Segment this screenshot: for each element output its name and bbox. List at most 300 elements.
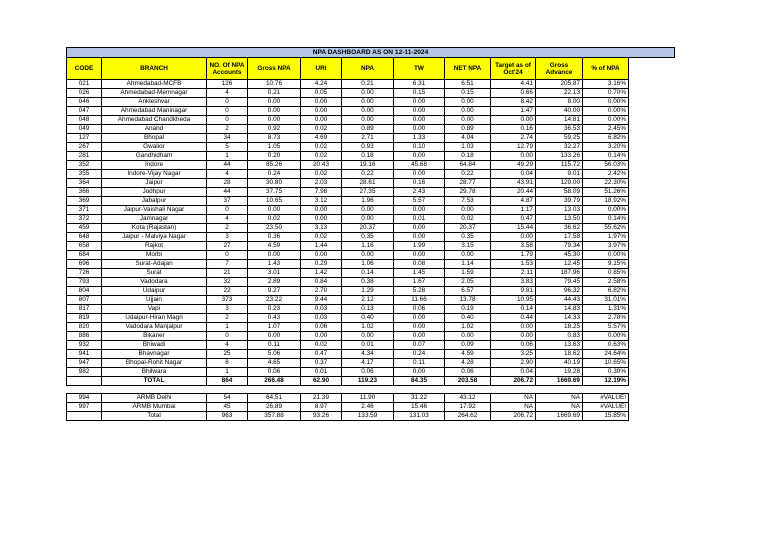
cell-gross-advance: 133.26	[536, 152, 583, 161]
cell-npa-accounts: 0	[207, 98, 248, 107]
cell-tw: 0.06	[394, 305, 445, 314]
table-row	[67, 233, 675, 242]
table-row	[67, 332, 675, 341]
cell-tw: 0.00	[394, 323, 445, 332]
cell-branch: Kota (Rajastan)	[102, 224, 207, 233]
cell-branch: Rajkot	[102, 242, 207, 251]
cell-branch: Jaipur-Vaishali Nagar	[102, 206, 207, 215]
cell-target: 1.17	[491, 206, 536, 215]
cell-gross-npa: 4.59	[248, 242, 301, 251]
cell-gross-npa: 0.02	[248, 215, 301, 224]
cell-uri: 0.00	[301, 332, 342, 341]
cell-percent-npa: 2.78%	[583, 314, 629, 323]
cell-tw: 5.28	[394, 287, 445, 296]
cell-npa: 0.21	[342, 80, 394, 89]
header-percent-npa: % of NPA	[583, 58, 629, 80]
cell-gross-npa: 0.92	[248, 125, 301, 134]
cell-target: 4.41	[491, 80, 536, 89]
cell-gross-advance: 44.43	[536, 296, 583, 305]
cell-gross-advance: 14.33	[536, 314, 583, 323]
cell-target: 1.47	[491, 107, 536, 116]
cell-tw: 0.00	[394, 107, 445, 116]
cell-net-npa: 3.15	[445, 242, 491, 251]
cell-uri: 93.26	[301, 412, 342, 421]
cell-target: 3.83	[491, 278, 536, 287]
cell-code: 982	[67, 368, 102, 377]
cell-npa-accounts: 7	[207, 260, 248, 269]
cell-code	[67, 412, 102, 421]
cell-gross-advance: NA	[536, 403, 583, 412]
cell-npa: 2.46	[342, 403, 394, 412]
cell-branch: Ujjain	[102, 296, 207, 305]
cell-uri: 7.98	[301, 188, 342, 197]
cell-npa-accounts: 5	[207, 143, 248, 152]
cell-gross-advance: 17.58	[536, 233, 583, 242]
row-spacer	[629, 242, 675, 251]
cell-gross-npa: 3.01	[248, 269, 301, 278]
header-gross-npa: Gross NPA	[248, 58, 301, 80]
cell-uri: 21.39	[301, 394, 342, 403]
cell-target: NA	[491, 394, 536, 403]
cell-gross-npa: 37.75	[248, 188, 301, 197]
cell-gross-advance: 96.32	[536, 287, 583, 296]
table-row	[67, 107, 675, 116]
cell-target: 0.00	[491, 152, 536, 161]
row-spacer	[629, 287, 675, 296]
row-spacer	[629, 323, 675, 332]
cell-gross-advance: 115.72	[536, 161, 583, 170]
cell-gross-npa: 0.00	[248, 206, 301, 215]
row-spacer	[629, 125, 675, 134]
cell-net-npa: 7.53	[445, 197, 491, 206]
cell-percent-npa: 1.97%	[583, 233, 629, 242]
cell-target: 0.00	[491, 116, 536, 125]
cell-code: 994	[67, 394, 102, 403]
cell-uri: 0.84	[301, 278, 342, 287]
cell-net-npa: 6.51	[445, 80, 491, 89]
table-row	[67, 323, 675, 332]
cell-gross-advance: 59.25	[536, 134, 583, 143]
cell-percent-npa: 56.03%	[583, 161, 629, 170]
cell-gross-advance: 205.87	[536, 80, 583, 89]
cell-tw: 0.00	[394, 125, 445, 134]
cell-uri: 0.02	[301, 152, 342, 161]
cell-npa-accounts: 1	[207, 152, 248, 161]
cell-gross-npa: 0.00	[248, 98, 301, 107]
cell-percent-npa: 24.64%	[583, 350, 629, 359]
cell-net-npa: 0.00	[445, 98, 491, 107]
cell-net-npa: 0.22	[445, 170, 491, 179]
cell-uri: 2.70	[301, 287, 342, 296]
cell-target: 0.66	[491, 89, 536, 98]
cell-npa-accounts: 0	[207, 332, 248, 341]
cell-net-npa: 13.78	[445, 296, 491, 305]
cell-npa: 1.16	[342, 242, 394, 251]
cell-code: 364	[67, 179, 102, 188]
cell-net-npa: 6.57	[445, 287, 491, 296]
cell-gross-npa: 1.05	[248, 143, 301, 152]
cell-npa-accounts: 44	[207, 161, 248, 170]
cell-npa: 0.89	[342, 125, 394, 134]
cell-uri: 0.06	[301, 323, 342, 332]
cell-code: 281	[67, 152, 102, 161]
cell-npa: 119.23	[342, 377, 394, 386]
cell-code: 366	[67, 188, 102, 197]
cell-gross-advance: 22.13	[536, 89, 583, 98]
cell-net-npa: 0.00	[445, 332, 491, 341]
cell-tw: 0.00	[394, 233, 445, 242]
cell-tw: 0.00	[394, 224, 445, 233]
cell-uri: 0.03	[301, 305, 342, 314]
cell-tw: 0.24	[394, 350, 445, 359]
section-gap	[67, 386, 675, 394]
cell-gross-advance: 18.25	[536, 323, 583, 332]
row-spacer	[629, 224, 675, 233]
cell-tw: 0.08	[394, 260, 445, 269]
cell-npa-accounts: 2	[207, 125, 248, 134]
cell-uri: 20.43	[301, 161, 342, 170]
cell-npa-accounts: 0	[207, 107, 248, 116]
cell-gross-advance: 13.03	[536, 206, 583, 215]
table-row	[67, 206, 675, 215]
cell-net-npa: 0.15	[445, 89, 491, 98]
cell-code: 459	[67, 224, 102, 233]
row-spacer	[629, 412, 675, 421]
cell-percent-npa: 2.58%	[583, 278, 629, 287]
cell-net-npa: 1.59	[445, 269, 491, 278]
cell-gross-advance: NA	[536, 394, 583, 403]
cell-code: 267	[67, 143, 102, 152]
cell-branch: Jamnagar	[102, 215, 207, 224]
row-spacer	[629, 403, 675, 412]
cell-uri: 0.00	[301, 116, 342, 125]
header-target: Target as of Oct'24	[491, 58, 536, 80]
cell-uri: 0.02	[301, 143, 342, 152]
cell-target: 10.95	[491, 296, 536, 305]
cell-gross-advance: 0.83	[536, 332, 583, 341]
row-spacer	[629, 215, 675, 224]
cell-branch: TOTAL	[102, 377, 207, 386]
cell-gross-advance: 45.30	[536, 251, 583, 260]
cell-percent-npa: 0.00%	[583, 98, 629, 107]
cell-gross-npa: 0.00	[248, 116, 301, 125]
cell-npa-accounts: 864	[207, 377, 248, 386]
cell-gross-npa: 0.20	[248, 152, 301, 161]
cell-npa: 4.17	[342, 359, 394, 368]
table-row	[67, 242, 675, 251]
cell-target: 0.16	[491, 125, 536, 134]
cell-branch: Jaipur	[102, 179, 207, 188]
cell-npa: 0.35	[342, 233, 394, 242]
cell-net-npa: 2.05	[445, 278, 491, 287]
cell-gross-advance: 9.01	[536, 170, 583, 179]
cell-gross-advance: 13.63	[536, 341, 583, 350]
cell-gross-npa: 10.76	[248, 80, 301, 89]
cell-branch: Ahmedabad-MCFB	[102, 80, 207, 89]
cell-branch: Bhopal	[102, 134, 207, 143]
cell-target: 2.74	[491, 134, 536, 143]
cell-code: 658	[67, 242, 102, 251]
cell-npa-accounts: 28	[207, 179, 248, 188]
cell-target: 0.47	[491, 215, 536, 224]
cell-tw: 1.33	[394, 134, 445, 143]
cell-branch: Bhilwara	[102, 368, 207, 377]
cell-percent-npa: #VALUE!	[583, 394, 629, 403]
cell-npa: 0.06	[342, 368, 394, 377]
cell-gross-advance: 1669.69	[536, 377, 583, 386]
cell-percent-npa: 0.14%	[583, 215, 629, 224]
cell-net-npa: 43.12	[445, 394, 491, 403]
cell-npa: 0.93	[342, 143, 394, 152]
cell-target: 2.90	[491, 359, 536, 368]
table-row	[67, 215, 675, 224]
cell-tw: 0.11	[394, 359, 445, 368]
header-code: CODE	[67, 58, 102, 80]
cell-uri: 4.69	[301, 134, 342, 143]
cell-npa: 1.06	[342, 260, 394, 269]
cell-percent-npa: 0.63%	[583, 341, 629, 350]
cell-npa-accounts: 3	[207, 233, 248, 242]
table-row	[67, 368, 675, 377]
cell-tw: 84.35	[394, 377, 445, 386]
cell-percent-npa: 5.57%	[583, 323, 629, 332]
cell-npa-accounts: 4	[207, 170, 248, 179]
cell-npa-accounts: 4	[207, 89, 248, 98]
table-row	[67, 278, 675, 287]
cell-npa: 0.18	[342, 152, 394, 161]
cell-gross-advance: 14.83	[536, 305, 583, 314]
cell-net-npa: 0.00	[445, 116, 491, 125]
cell-gross-npa: 0.00	[248, 107, 301, 116]
cell-branch: Ahmedabad-Memnagar	[102, 89, 207, 98]
cell-npa: 0.13	[342, 305, 394, 314]
table-row	[67, 170, 675, 179]
cell-tw: 1.67	[394, 278, 445, 287]
cell-npa-accounts: 34	[207, 134, 248, 143]
cell-branch: Jaipur - Malviya Nagar	[102, 233, 207, 242]
cell-gross-npa: 0.06	[248, 368, 301, 377]
npa-dashboard-sheet	[66, 47, 675, 421]
cell-tw: 0.10	[394, 143, 445, 152]
cell-tw: 5.57	[394, 197, 445, 206]
row-spacer	[629, 305, 675, 314]
cell-code: 726	[67, 269, 102, 278]
row-spacer	[629, 152, 675, 161]
table-row	[67, 350, 675, 359]
cell-gross-npa: 0.00	[248, 251, 301, 260]
cell-npa: 20.37	[342, 224, 394, 233]
row-spacer	[629, 170, 675, 179]
row-spacer	[629, 80, 675, 89]
cell-branch: Ahmedabad Maninagar	[102, 107, 207, 116]
cell-target: 0.06	[491, 341, 536, 350]
cell-uri: 0.01	[301, 368, 342, 377]
cell-branch: Indore-Vijay Nagar	[102, 170, 207, 179]
cell-code: 820	[67, 323, 102, 332]
cell-uri: 3.12	[301, 197, 342, 206]
table-row	[67, 251, 675, 260]
row-spacer	[629, 161, 675, 170]
cell-code: 886	[67, 332, 102, 341]
cell-npa: 27.35	[342, 188, 394, 197]
cell-uri: 3.13	[301, 224, 342, 233]
row-spacer	[629, 332, 675, 341]
cell-code: 049	[67, 125, 102, 134]
cell-npa-accounts: 27	[207, 242, 248, 251]
cell-tw: 131.03	[394, 412, 445, 421]
cell-tw: 0.00	[394, 98, 445, 107]
table-row	[67, 314, 675, 323]
cell-percent-npa: 3.20%	[583, 143, 629, 152]
cell-target: 9.81	[491, 287, 536, 296]
cell-gross-npa: 1.43	[248, 260, 301, 269]
cell-gross-advance: 187.96	[536, 269, 583, 278]
row-spacer	[629, 260, 675, 269]
cell-uri: 0.00	[301, 107, 342, 116]
cell-gross-npa: 0.36	[248, 233, 301, 242]
cell-branch: Bikaner	[102, 332, 207, 341]
table-row	[67, 152, 675, 161]
cell-percent-npa: 31.01%	[583, 296, 629, 305]
cell-branch: Indore	[102, 161, 207, 170]
cell-branch: Vadodara	[102, 278, 207, 287]
cell-npa-accounts: 25	[207, 350, 248, 359]
table-row	[67, 341, 675, 350]
cell-gross-npa: 0.11	[248, 341, 301, 350]
cell-npa: 0.00	[342, 89, 394, 98]
cell-npa: 2.12	[342, 296, 394, 305]
cell-tw: 0.00	[394, 206, 445, 215]
cell-gross-advance: 36.53	[536, 125, 583, 134]
cell-npa-accounts: 2	[207, 224, 248, 233]
cell-npa-accounts: 22	[207, 287, 248, 296]
cell-branch: Bhopal-Rohit Nagar	[102, 359, 207, 368]
cell-percent-npa: 2.45%	[583, 125, 629, 134]
cell-gross-advance: 14.81	[536, 116, 583, 125]
cell-npa: 2.71	[342, 134, 394, 143]
cell-branch: ARMB Mumbai	[102, 403, 207, 412]
cell-branch: Vadodara Manjalpur	[102, 323, 207, 332]
cell-branch: Ahmedabad Chandkheda	[102, 116, 207, 125]
row-spacer	[629, 206, 675, 215]
cell-npa: 0.00	[342, 107, 394, 116]
cell-gross-advance: 13.50	[536, 215, 583, 224]
cell-npa: 0.00	[342, 116, 394, 125]
cell-net-npa: 264.62	[445, 412, 491, 421]
cell-uri: 1.42	[301, 269, 342, 278]
table-row	[67, 305, 675, 314]
cell-branch: Bhavnagar	[102, 350, 207, 359]
cell-target: 0.00	[491, 332, 536, 341]
row-spacer	[629, 116, 675, 125]
cell-net-npa: 1.14	[445, 260, 491, 269]
row-spacer	[629, 134, 675, 143]
cell-tw: 0.16	[394, 179, 445, 188]
cell-gross-npa: 1.07	[248, 323, 301, 332]
table-row	[67, 116, 675, 125]
cell-npa: 0.22	[342, 170, 394, 179]
total-row	[67, 377, 675, 386]
cell-npa: 11.90	[342, 394, 394, 403]
cell-npa-accounts: 21	[207, 269, 248, 278]
cell-uri: 0.00	[301, 215, 342, 224]
cell-gross-npa: 0.43	[248, 314, 301, 323]
cell-uri: 2.03	[301, 179, 342, 188]
cell-uri: 0.00	[301, 251, 342, 260]
table-row	[67, 269, 675, 278]
cell-net-npa: 4.28	[445, 359, 491, 368]
cell-npa-accounts: 54	[207, 394, 248, 403]
table-row	[67, 287, 675, 296]
cell-npa: 4.34	[342, 350, 394, 359]
cell-gross-npa: 357.88	[248, 412, 301, 421]
cell-npa: 0.01	[342, 341, 394, 350]
cell-gross-advance: 58.09	[536, 188, 583, 197]
cell-npa: 0.14	[342, 269, 394, 278]
cell-code: 804	[67, 287, 102, 296]
cell-tw: 31.22	[394, 394, 445, 403]
cell-npa: 28.61	[342, 179, 394, 188]
cell-target: 3.25	[491, 350, 536, 359]
cell-code: 369	[67, 197, 102, 206]
cell-gross-npa: 0.00	[248, 332, 301, 341]
cell-percent-npa: 22.30%	[583, 179, 629, 188]
cell-npa: 0.00	[342, 251, 394, 260]
row-spacer	[629, 107, 675, 116]
header-net-npa: NET NPA	[445, 58, 491, 80]
cell-net-npa: 0.19	[445, 305, 491, 314]
cell-tw: 0.00	[394, 251, 445, 260]
cell-npa: 0.40	[342, 314, 394, 323]
cell-percent-npa: 0.85%	[583, 269, 629, 278]
cell-percent-npa: 0.14%	[583, 152, 629, 161]
table-row	[67, 80, 675, 89]
cell-gross-advance: 36.62	[536, 224, 583, 233]
cell-branch: ARMB Delhi	[102, 394, 207, 403]
cell-code: 793	[67, 278, 102, 287]
cell-code: 932	[67, 341, 102, 350]
cell-code: 352	[67, 161, 102, 170]
cell-npa-accounts: 2	[207, 314, 248, 323]
cell-target: 49.29	[491, 161, 536, 170]
cell-tw: 1.45	[394, 269, 445, 278]
cell-branch: Surat-Adajan	[102, 260, 207, 269]
cell-target: 0.44	[491, 314, 536, 323]
cell-uri: 0.03	[301, 314, 342, 323]
row-spacer	[629, 359, 675, 368]
cell-target: 15.44	[491, 224, 536, 233]
table-row	[67, 224, 675, 233]
cell-code: 372	[67, 215, 102, 224]
cell-branch: Total	[102, 412, 207, 421]
cell-target: 0.00	[491, 233, 536, 242]
cell-branch: Bhiwadi	[102, 341, 207, 350]
cell-target: 20.44	[491, 188, 536, 197]
cell-gross-npa: 266.48	[248, 377, 301, 386]
cell-percent-npa: 3.16%	[583, 80, 629, 89]
cell-gross-npa: 8.73	[248, 134, 301, 143]
cell-gross-npa: 2.89	[248, 278, 301, 287]
cell-branch: Ankleshvar	[102, 98, 207, 107]
cell-tw: 11.66	[394, 296, 445, 305]
cell-percent-npa: 51.26%	[583, 188, 629, 197]
cell-net-npa: 20.37	[445, 224, 491, 233]
row-spacer	[629, 394, 675, 403]
cell-percent-npa: 18.92%	[583, 197, 629, 206]
cell-target: 43.91	[491, 179, 536, 188]
table-row	[67, 161, 675, 170]
cell-code: 127	[67, 134, 102, 143]
